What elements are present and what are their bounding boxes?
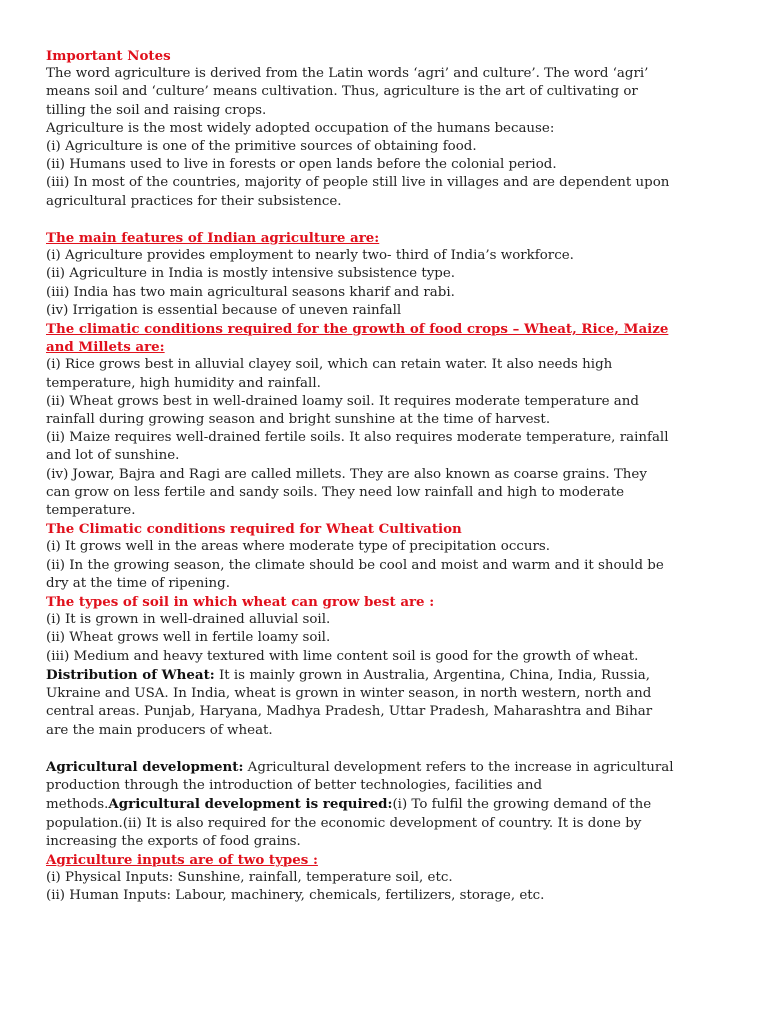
text-line: (i) Agriculture is one of the primitive sources of obtaining food. <box>46 139 477 155</box>
notes-document <box>46 47 726 906</box>
text-line: Ukraine and USA. In India, wheat is grown in winter season, in north western, north and <box>46 686 652 702</box>
text-line: means soil and ‘culture’ means cultivation. Thus, agriculture is the art of cultivating or <box>46 84 638 100</box>
wheat-soil-heading: The types of soil in which wheat can grow best are : <box>46 594 435 611</box>
text-line: rainfall during growing season and bright sunshine at the time of harvest. <box>46 412 551 428</box>
development-text: Agricultural development refers to the increase in agricultural <box>243 759 674 775</box>
development-text: (i) To fulfil the growing demand of the <box>392 797 652 813</box>
text-line: can grow on less fertile and sandy soils. They need low rainfall and high to moderate <box>46 484 625 500</box>
text-line: (i) It grows well in the areas where moderate type of precipitation occurs. <box>46 539 551 555</box>
distribution-label: Distribution of Wheat: <box>46 666 215 683</box>
inputs-heading: Agriculture inputs are of two types : <box>46 851 318 868</box>
text-line: (ii) Human Inputs: Labour, machinery, chemicals, fertilizers, storage, etc. <box>46 888 545 904</box>
text-line: production through the introduction of better technologies, facilities and <box>46 778 543 794</box>
text-line: (iii) In most of the countries, majority of people still live in villages and are dependent upon <box>46 175 670 191</box>
text-line: (i) It is grown in well-drained alluvial soil. <box>46 612 331 628</box>
development-first-line <box>46 758 726 777</box>
text-line: and lot of sunshine. <box>46 448 180 464</box>
text-line: (iii) Medium and heavy textured with lime content soil is good for the growth of wheat. <box>46 648 639 664</box>
text-line: central areas. Punjab, Haryana, Madhya Pradesh, Uttar Pradesh, Maharashtra and Bihar <box>46 704 653 720</box>
development-text: methods. <box>46 797 109 813</box>
text-line: (ii) In the growing season, the climate should be cool and moist and warm and it should be <box>46 557 664 573</box>
text-line: Agriculture is the most widely adopted occupation of the humans because: <box>46 120 555 136</box>
text-line: population.(ii) It is also required for the economic development of country. It is done by <box>46 815 642 831</box>
text-line: (i) Rice grows best in alluvial clayey soil, which can retain water. It also needs high <box>46 357 613 373</box>
text-line: tilling the soil and raising crops. <box>46 102 267 118</box>
text-line: (iv) Irrigation is essential because of uneven rainfall <box>46 302 402 318</box>
text-line: (ii) Wheat grows well in fertile loamy soil. <box>46 630 331 646</box>
climatic-heading: The climatic conditions required for the growth of food crops – Wheat, Rice, Maize <box>46 321 669 338</box>
text-line: (ii) Wheat grows best in well-drained loamy soil. It requires moderate temperature and <box>46 393 639 409</box>
wheat-climate-heading: The Climatic conditions required for Wheat Cultivation <box>46 521 462 538</box>
important-notes-heading: Important Notes <box>46 48 171 64</box>
text-line: (i) Agriculture provides employment to nearly two- third of India’s workforce. <box>46 248 574 264</box>
text-line: dry at the time of ripening. <box>46 575 230 591</box>
spacer <box>46 211 726 229</box>
development-third-line <box>46 795 726 814</box>
climatic-heading: and Millets are: <box>46 339 165 356</box>
text-line: are the main producers of wheat. <box>46 722 273 738</box>
distribution-first-line <box>46 666 726 685</box>
development-required-label: Agricultural development is required: <box>108 796 393 813</box>
text-line: temperature. <box>46 503 136 519</box>
distribution-text: It is mainly grown in Australia, Argentina, China, India, Russia, <box>214 667 651 683</box>
text-line: (iii) India has two main agricultural seasons kharif and rabi. <box>46 284 455 300</box>
text-line: (ii) Maize requires well-drained fertile soils. It also requires moderate temperature, rainfall <box>46 430 669 446</box>
features-heading: The main features of Indian agriculture are: <box>46 230 380 247</box>
text-line: increasing the exports of food grains. <box>46 833 301 849</box>
spacer <box>46 740 726 758</box>
text-line: (ii) Agriculture in India is mostly intensive subsistence type. <box>46 266 456 282</box>
text-line: (ii) Humans used to live in forests or open lands before the colonial period. <box>46 157 557 173</box>
development-label: Agricultural development: <box>46 758 244 775</box>
text-line: (i) Physical Inputs: Sunshine, rainfall, temperature soil, etc. <box>46 870 453 886</box>
text-line: agricultural practices for their subsistence. <box>46 193 342 209</box>
text-line: The word agriculture is derived from the Latin words ‘agri’ and culture’. The word ‘agri’ <box>46 66 649 82</box>
text-line: (iv) Jowar, Bajra and Ragi are called millets. They are also known as coarse grains. They <box>46 466 647 482</box>
text-line: temperature, high humidity and rainfall. <box>46 375 321 391</box>
